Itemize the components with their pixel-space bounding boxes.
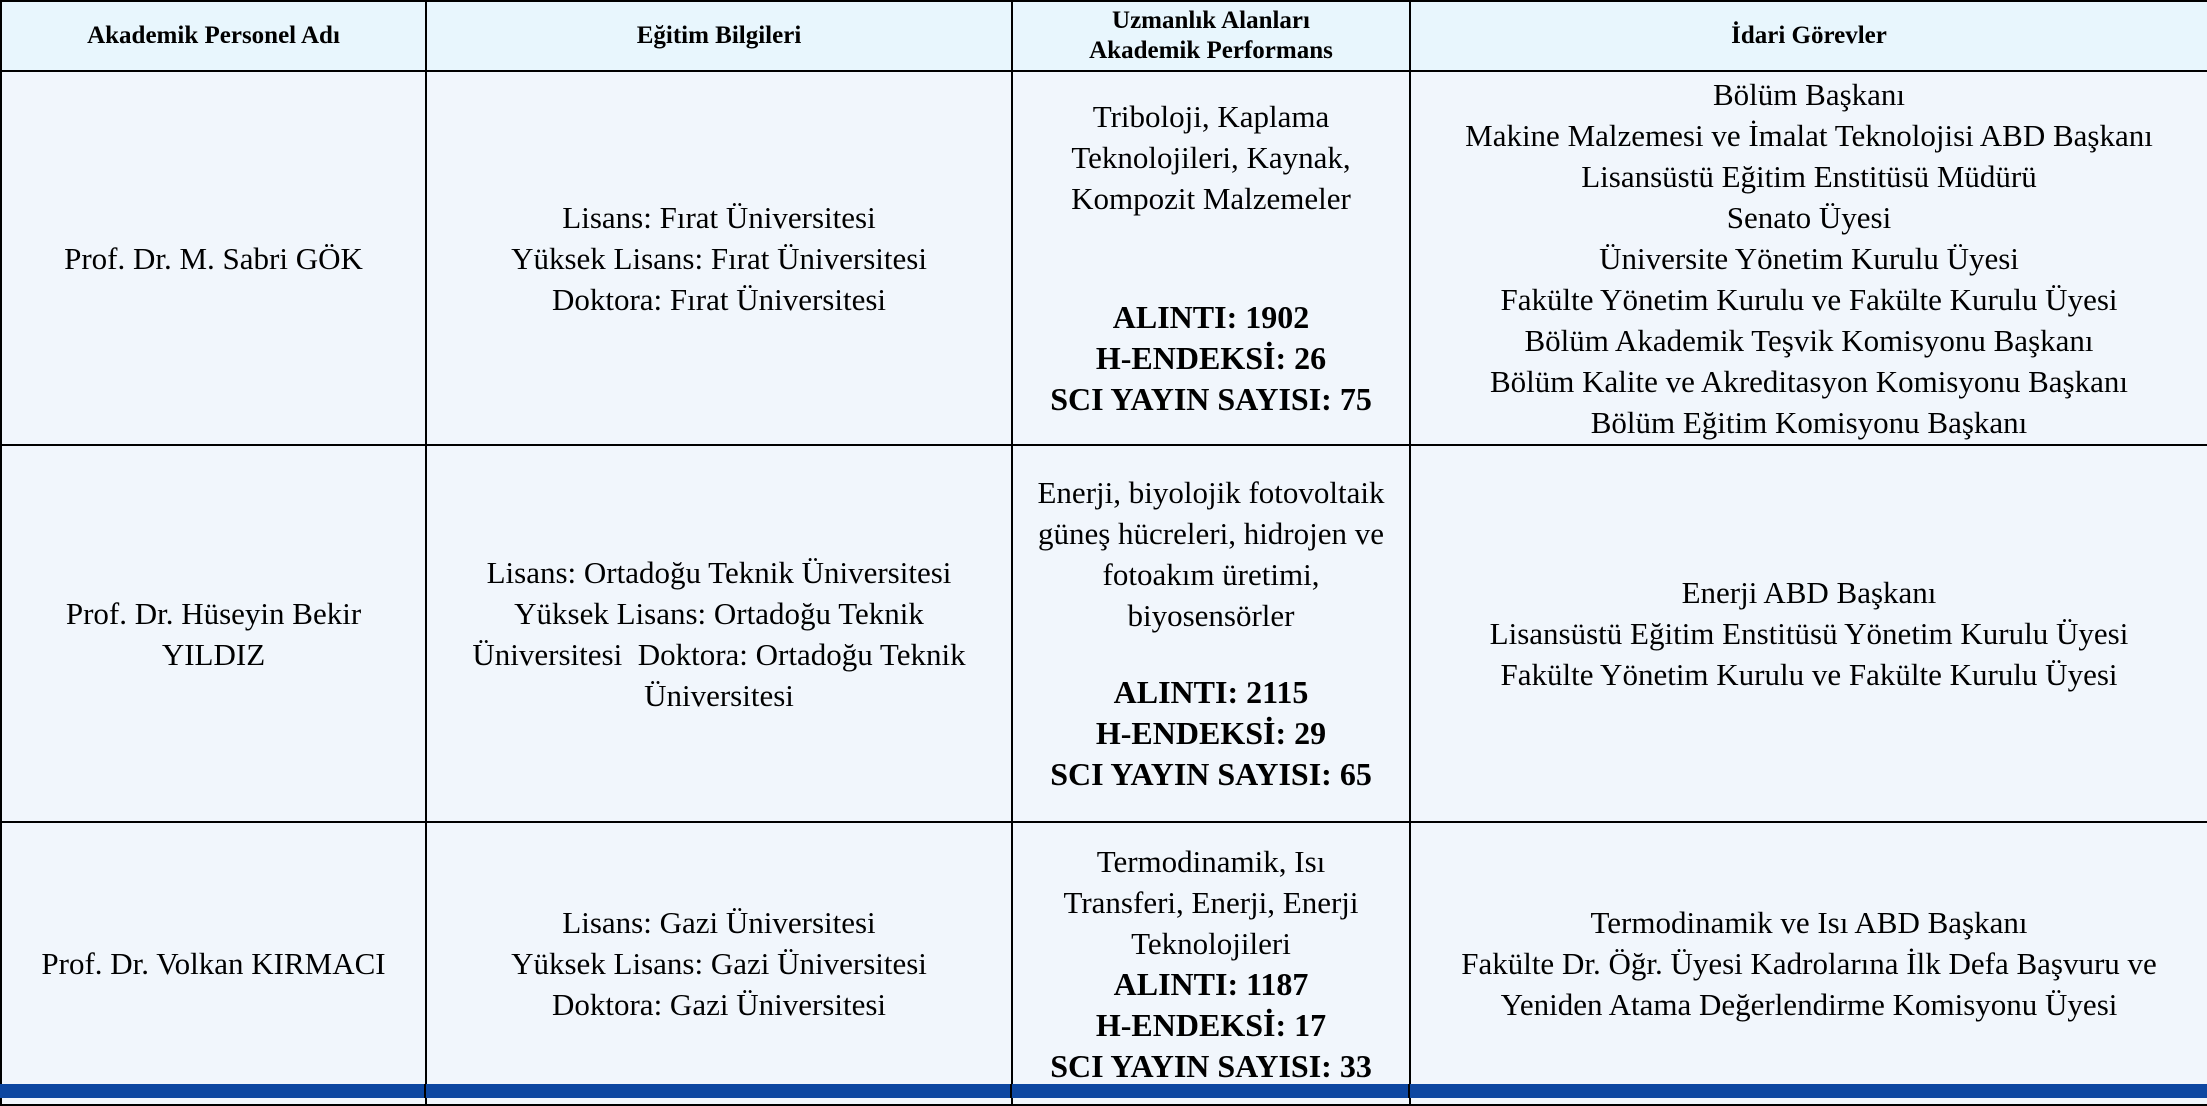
role-line: Fakülte Dr. Öğr. Üyesi Kadrolarına İlk Defa Başvuru ve — [1461, 946, 2157, 981]
metric-sci-count: SCI YAYIN SAYISI: 75 — [1050, 381, 1372, 417]
footer-bar — [0, 1084, 2207, 1098]
specialty-line: Transferi, Enerji, Enerji — [1063, 884, 1359, 920]
education-line: Üniversitesi Doktora: Ortadoğu Teknik — [472, 636, 966, 672]
role-line: Enerji ABD Başkanı — [1681, 575, 1937, 610]
education-cell — [426, 445, 1012, 822]
specialty-cell — [1012, 445, 1410, 822]
specialty-line: Kompozit Malzemeler — [1071, 181, 1351, 216]
metric-sci-count: SCI YAYIN SAYISI: 65 — [1050, 756, 1372, 792]
header-specialty-line2: Akademik Performans — [1089, 37, 1333, 64]
roles-cell — [1410, 71, 2207, 445]
person-name-line: YILDIZ — [161, 636, 266, 672]
table-row — [1, 71, 2207, 445]
header-specialty-line1: Uzmanlık Alanları — [1112, 7, 1310, 34]
specialty-cell — [1012, 822, 1410, 1105]
spacer — [1013, 636, 1409, 672]
footer-bar-divider — [424, 1084, 426, 1098]
performance-metrics — [1013, 672, 1409, 795]
person-name-cell — [1, 822, 426, 1105]
role-line: Yeniden Atama Değerlendirme Komisyonu Üyesi — [1500, 987, 2118, 1022]
specialty-line: Termodinamik, Isı — [1096, 843, 1326, 879]
specialty-line: Teknolojileri — [1131, 925, 1291, 961]
education-cell — [426, 822, 1012, 1105]
specialty-line: Teknolojileri, Kaynak, — [1071, 140, 1351, 175]
education-line: Yüksek Lisans: Gazi Üniversitesi — [511, 946, 927, 981]
performance-metrics — [1013, 964, 1409, 1087]
person-name-cell — [1, 445, 426, 822]
specialty-line: güneş hücreleri, hidrojen ve — [1037, 516, 1385, 551]
person-name-cell — [1, 71, 426, 445]
metric-citations: ALINTI: 2115 — [1113, 674, 1309, 710]
metric-h-index: H-ENDEKSİ: 26 — [1095, 340, 1327, 376]
roles-cell — [1410, 822, 2207, 1105]
header-name: Akademik Personel Adı — [1, 1, 426, 71]
role-line: Lisansüstü Eğitim Enstitüsü Yönetim Kurulu Üyesi — [1489, 616, 2129, 651]
specialty-text — [1013, 96, 1409, 219]
education-line: Lisans: Ortadoğu Teknik Üniversitesi — [486, 554, 952, 590]
spacer — [1013, 219, 1409, 297]
specialty-line: Triboloji, Kaplama — [1092, 99, 1330, 134]
performance-metrics — [1013, 297, 1409, 420]
specialty-line: biyosensörler — [1127, 598, 1295, 633]
header-specialty — [1012, 1, 1410, 71]
roles-cell — [1410, 445, 2207, 822]
education-line: Lisans: Fırat Üniversitesi — [562, 199, 876, 235]
footer-bar-divider — [1408, 1084, 1410, 1098]
header-education: Eğitim Bilgileri — [426, 1, 1012, 71]
specialty-line: Enerji, biyolojik fotovoltaik — [1037, 475, 1385, 510]
role-line: Lisansüstü Eğitim Enstitüsü Müdürü — [1581, 158, 2037, 194]
specialty-cell — [1012, 71, 1410, 445]
metric-sci-count: SCI YAYIN SAYISI: 33 — [1050, 1047, 1372, 1084]
person-name: Prof. Dr. M. Sabri GÖK — [64, 240, 363, 276]
education-line: Doktora: Fırat Üniversitesi — [551, 281, 887, 317]
header-roles: İdari Görevler — [1410, 1, 2207, 71]
metric-citations: ALINTI: 1902 — [1112, 299, 1310, 335]
person-name: Prof. Dr. Volkan KIRMACI — [41, 946, 386, 981]
education-line: Üniversitesi — [644, 677, 794, 713]
specialty-text — [1013, 841, 1409, 964]
education-line: Lisans: Gazi Üniversitesi — [562, 905, 876, 940]
specialty-line: fotoakım üretimi, — [1102, 557, 1320, 592]
role-line: Makine Malzemesi ve İmalat Teknolojisi ABD Başkanı — [1465, 117, 2153, 153]
footer-bar-divider — [1010, 1084, 1012, 1098]
education-line: Doktora: Gazi Üniversitesi — [551, 987, 887, 1022]
role-line: Fakülte Yönetim Kurulu ve Fakülte Kurulu Üyesi — [1500, 281, 2118, 317]
role-line: Termodinamik ve Isı ABD Başkanı — [1590, 905, 2028, 940]
role-line: Bölüm Eğitim Komisyonu Başkanı — [1590, 404, 2028, 440]
role-line: Üniversite Yönetim Kurulu Üyesi — [1599, 240, 2019, 276]
education-cell — [426, 71, 1012, 445]
education-line: Yüksek Lisans: Ortadoğu Teknik — [514, 595, 924, 631]
metric-h-index: H-ENDEKSİ: 29 — [1095, 715, 1327, 751]
metric-citations: ALINTI: 1187 — [1113, 965, 1309, 1002]
role-line: Fakülte Yönetim Kurulu ve Fakülte Kurulu Üyesi — [1500, 657, 2118, 692]
role-line: Bölüm Akademik Teşvik Komisyonu Başkanı — [1524, 322, 2094, 358]
specialty-text — [1013, 472, 1409, 636]
role-line: Bölüm Başkanı — [1712, 76, 1906, 112]
table-body — [1, 71, 2207, 1105]
role-line: Senato Üyesi — [1726, 199, 1892, 235]
education-line: Yüksek Lisans: Fırat Üniversitesi — [511, 240, 927, 276]
role-line: Bölüm Kalite ve Akreditasyon Komisyonu Başkanı — [1489, 363, 2128, 399]
table-row — [1, 822, 2207, 1105]
table-header — [1, 1, 2207, 71]
table-row — [1, 445, 2207, 822]
header-row — [1, 1, 2207, 71]
metric-h-index: H-ENDEKSİ: 17 — [1095, 1006, 1327, 1043]
person-name-line: Prof. Dr. Hüseyin Bekir — [65, 595, 362, 631]
